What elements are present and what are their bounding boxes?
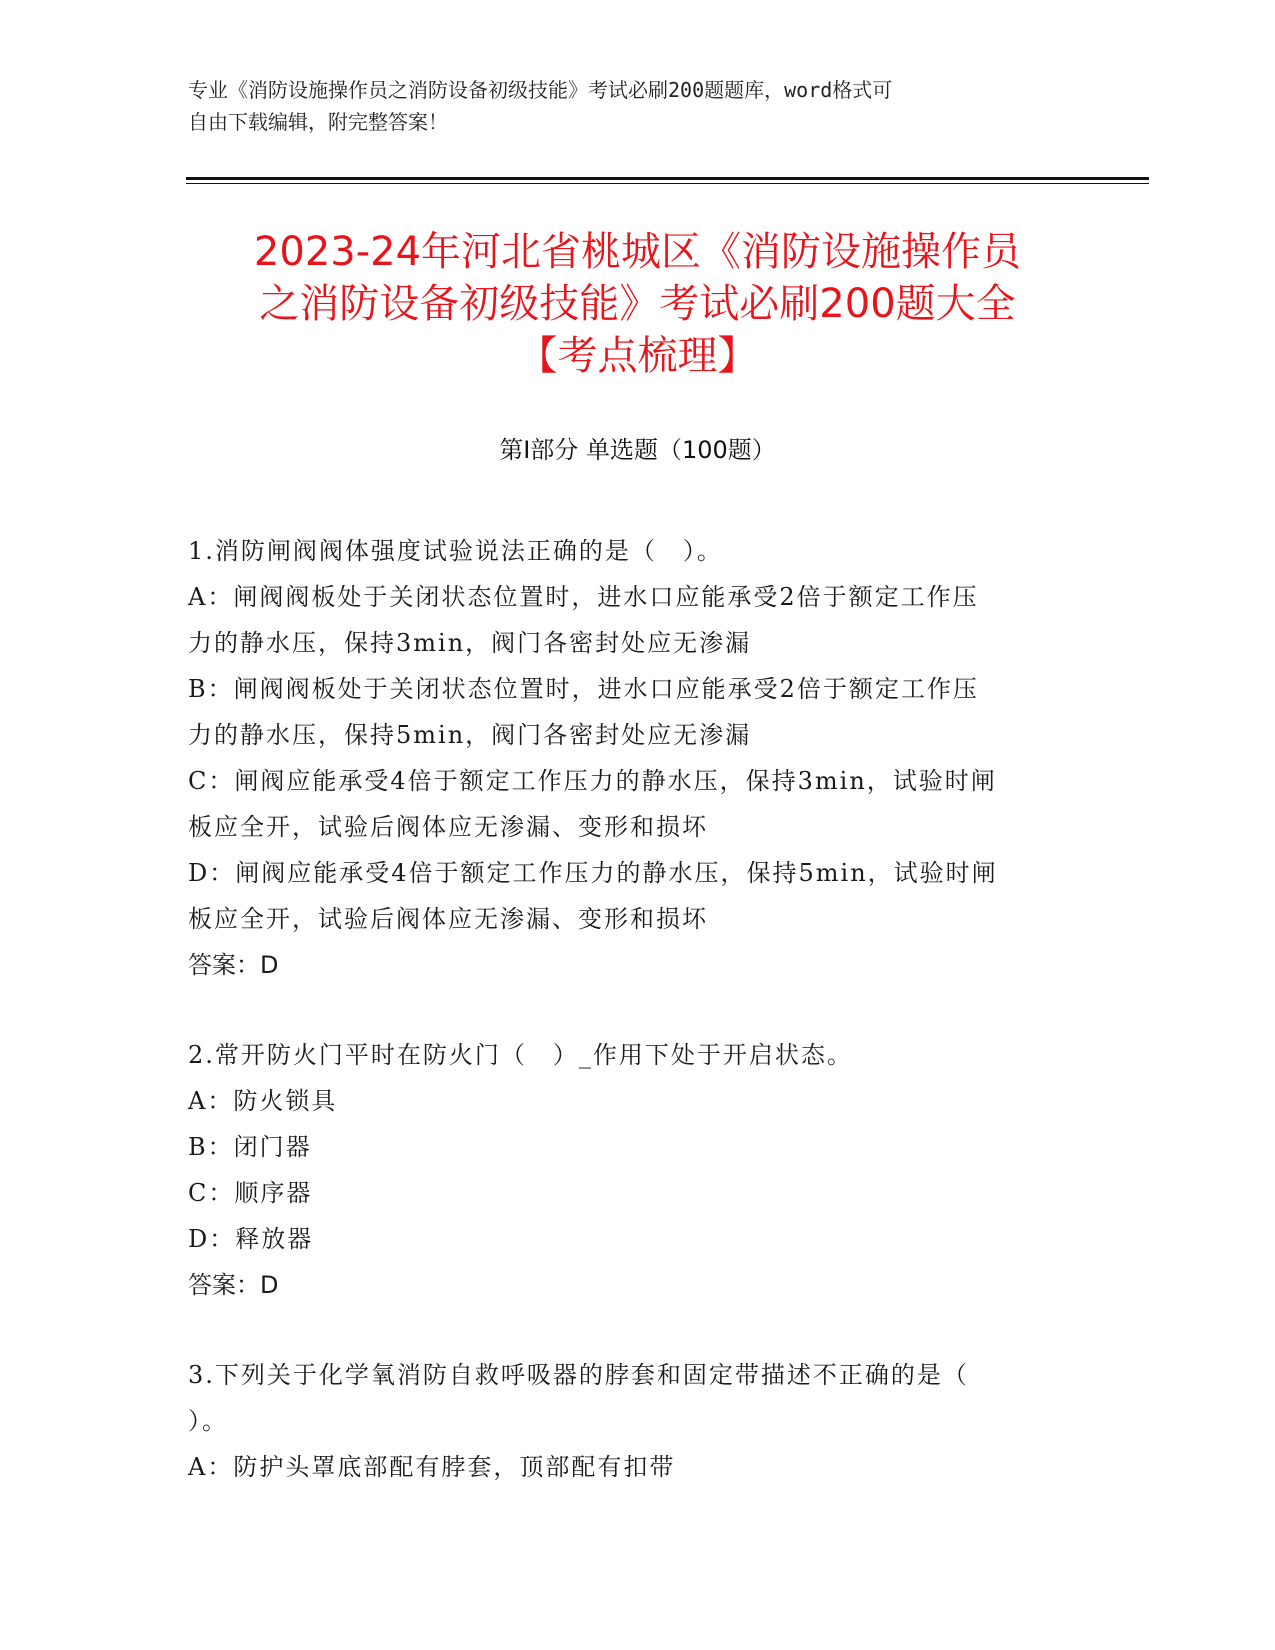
question-1-option-d-line-1: D：闸阀应能承受4倍于额定工作压力的静水压，保持5min，试验时闸 bbox=[188, 859, 998, 887]
header-note-line-2: 自由下载编辑，附完整答案！ bbox=[188, 110, 448, 134]
header-divider-thick bbox=[186, 177, 1149, 180]
question-3-stem-line-2: ）。 bbox=[188, 1407, 228, 1435]
question-3-option-a: A：防护头罩底部配有脖套，顶部配有扣带 bbox=[188, 1453, 676, 1481]
question-spacer bbox=[188, 988, 1083, 1032]
question-1-option-a-line-1: A：闸阀阀板处于关闭状态位置时，进水口应能承受2倍于额定工作压 bbox=[188, 583, 979, 611]
section-heading: 第Ⅰ部分 单选题（100题） bbox=[499, 436, 776, 464]
question-1-option-a-line-2: 力的静水压，保持3min，阀门各密封处应无渗漏 bbox=[188, 629, 752, 657]
document-title bbox=[150, 226, 1125, 382]
header-divider-thin bbox=[186, 183, 1149, 184]
question-2-option-d: D：释放器 bbox=[188, 1225, 314, 1253]
question-spacer bbox=[188, 1308, 1083, 1352]
question-2-option-a: A：防火锁具 bbox=[188, 1087, 338, 1115]
question-1-option-b-line-1: B：闸阀阀板处于关闭状态位置时，进水口应能承受2倍于额定工作压 bbox=[188, 675, 979, 703]
question-1 bbox=[188, 528, 1083, 988]
question-2 bbox=[188, 1032, 1083, 1308]
header-note bbox=[188, 74, 1068, 138]
title-line-2: 之消防设备初级技能》考试必刷200题大全 bbox=[259, 281, 1016, 327]
question-3 bbox=[188, 1352, 1083, 1490]
question-1-option-c-line-1: C：闸阀应能承受4倍于额定工作压力的静水压，保持3min，试验时闸 bbox=[188, 767, 997, 795]
question-1-option-c-line-2: 板应全开，试验后阀体应无渗漏、变形和损坏 bbox=[188, 813, 708, 841]
question-2-answer: 答案：D bbox=[188, 1271, 279, 1299]
question-1-stem: 1.消防闸阀阀体强度试验说法正确的是（ ）。 bbox=[188, 537, 723, 565]
question-2-option-b: B：闭门器 bbox=[188, 1133, 312, 1161]
question-1-option-b-line-2: 力的静水压，保持5min，阀门各密封处应无渗漏 bbox=[188, 721, 752, 749]
question-2-option-c: C：顺序器 bbox=[188, 1179, 313, 1207]
header-note-line-1: 专业《消防设施操作员之消防设备初级技能》考试必刷200题题库，word格式可 bbox=[188, 78, 893, 102]
title-line-1: 2023-24年河北省桃城区《消防设施操作员 bbox=[253, 229, 1022, 275]
question-list bbox=[188, 528, 1083, 1490]
question-3-stem-line-1: 3.下列关于化学氧消防自救呼吸器的脖套和固定带描述不正确的是（ bbox=[188, 1361, 969, 1389]
question-1-option-d-line-2: 板应全开，试验后阀体应无渗漏、变形和损坏 bbox=[188, 905, 708, 933]
question-1-answer: 答案：D bbox=[188, 951, 279, 979]
title-line-3: 【考点梳理】 bbox=[517, 333, 758, 379]
question-2-stem: 2.常开防火门平时在防火门（ ）_作用下处于开启状态。 bbox=[188, 1041, 853, 1069]
